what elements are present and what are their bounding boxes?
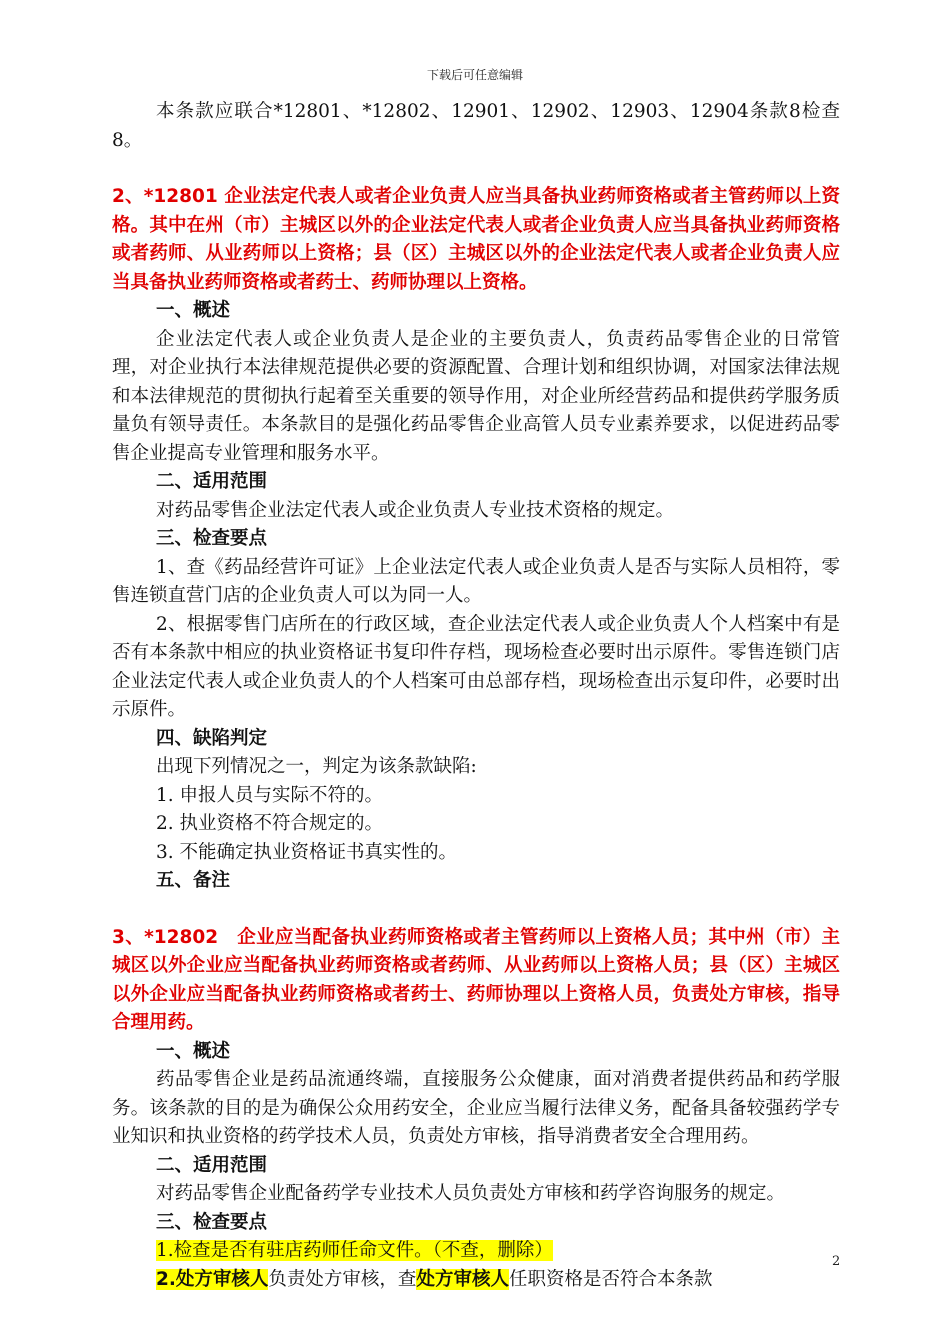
- section-2-overview: 企业法定代表人或企业负责人是企业的主要负责人，负责药品零售企业的日常管理，对企业执行本法律规范提供必要的资源配置、合理计划和组织协调，对国家法律法规和本法律规范的贯彻执行起着至关重要的领导作用，对企业所经营药品和提供药学服务质量负有领导责任。本条款目的是强化药品零售企业高管人员专业素养要求，以促进药品零售企业提高专业管理和服务水平。: [112, 328, 840, 464]
- section-2-check-2: 2、根据零售门店所在的行政区域，查企业法定代表人或企业负责人个人档案中有是否有本条款中相应的执业资格证书复印件存档，现场检查必要时出示原件。零售连锁门店企业法定代表人或企业负责人的个人档案可由总部存档，现场检查出示复印件，必要时出示原件。: [112, 613, 840, 720]
- page-header: 下载后可任意编辑: [426, 68, 523, 82]
- section-3-heading-overview: 一、概述: [156, 1040, 231, 1062]
- section-2-scope: 对药品零售企业法定代表人或企业负责人专业技术资格的规定。: [156, 499, 675, 521]
- section-3-heading-check: 三、检查要点: [156, 1211, 268, 1233]
- defect-item: 2. 执业资格不符合规定的。: [156, 813, 384, 834]
- highlighted-text: 1.检查是否有驻店药师任命文件。（不查，删除）: [156, 1240, 553, 1261]
- intro-paragraph: 本条款应联合*12801、*12802、12901、12902、12903、12904条款8检查8。: [112, 101, 840, 151]
- section-3-scope: 对药品零售企业配备药学专业技术人员负责处方审核和药学咨询服务的规定。: [156, 1183, 786, 1204]
- section-2-defect-intro: 出现下列情况之一，判定为该条款缺陷:: [156, 756, 477, 777]
- section-3-heading-scope: 二、适用范围: [156, 1154, 268, 1176]
- highlighted-term: 处方审核人: [175, 1268, 269, 1290]
- document-body: [112, 98, 840, 1294]
- section-2-heading-defect: 四、缺陷判定: [156, 727, 268, 749]
- section-2-heading-scope: 二、适用范围: [156, 471, 268, 492]
- section-3-title: 3、*12802 企业应当配备执业药师资格或者主管药师以上资格人员；其中州（市）主城区以外企业应当配备执业药师资格或者药师、从业药师以上资格人员；县（区）主城区以外企业应当配备执业药师资格或者药士、药师协理以上资格人员，负责处方审核，指导合理用药。: [112, 926, 840, 1033]
- section-3-overview: 药品零售企业是药品流通终端，直接服务公众健康，面对消费者提供药品和药学服务。该条款的目的是为确保公众用药安全，企业应当履行法律义务，配备具备较强药学专业知识和执业资格的药学技术人员，负责处方审核，指导消费者安全合理用药。: [112, 1069, 840, 1147]
- defect-item: 1. 申报人员与实际不符的。: [156, 784, 384, 806]
- section-2-heading-notes: 五、备注: [156, 870, 231, 891]
- section-2-check-1: 1、查《药品经营许可证》上企业法定代表人或企业负责人是否与实际人员相符，零售连锁直营门店的企业负责人可以为同一人。: [112, 556, 840, 606]
- check-text: 任职资格是否符合本条款: [508, 1268, 713, 1290]
- highlighted-term: 处方审核人: [416, 1268, 509, 1290]
- spacer: [112, 155, 840, 183]
- page-number: 2: [832, 1254, 841, 1269]
- section-2-title: 2、*12801 企业法定代表人或者企业负责人应当具备执业药师资格或者主管药师以上资格。其中在州（市）主城区以外的企业法定代表人或者企业负责人应当具备执业药师资格或者药师、从业药师以上资格；县（区）主城区以外的企业法定代表人或者企业负责人应当具备执业药师资格或者药士、药师协理以上资格。: [112, 186, 840, 293]
- check-text: 负责处方审核，查: [268, 1268, 417, 1290]
- section-2-heading-check: 三、检查要点: [156, 528, 268, 549]
- section-3-check-1: [112, 1237, 840, 1266]
- section-3-check-2: [112, 1266, 840, 1295]
- spacer: [112, 896, 840, 924]
- section-2-heading-overview: 一、概述: [156, 300, 231, 321]
- defect-item: 3. 不能确定执业资格证书真实性的。: [156, 841, 458, 863]
- item-number: 2.: [156, 1268, 176, 1290]
